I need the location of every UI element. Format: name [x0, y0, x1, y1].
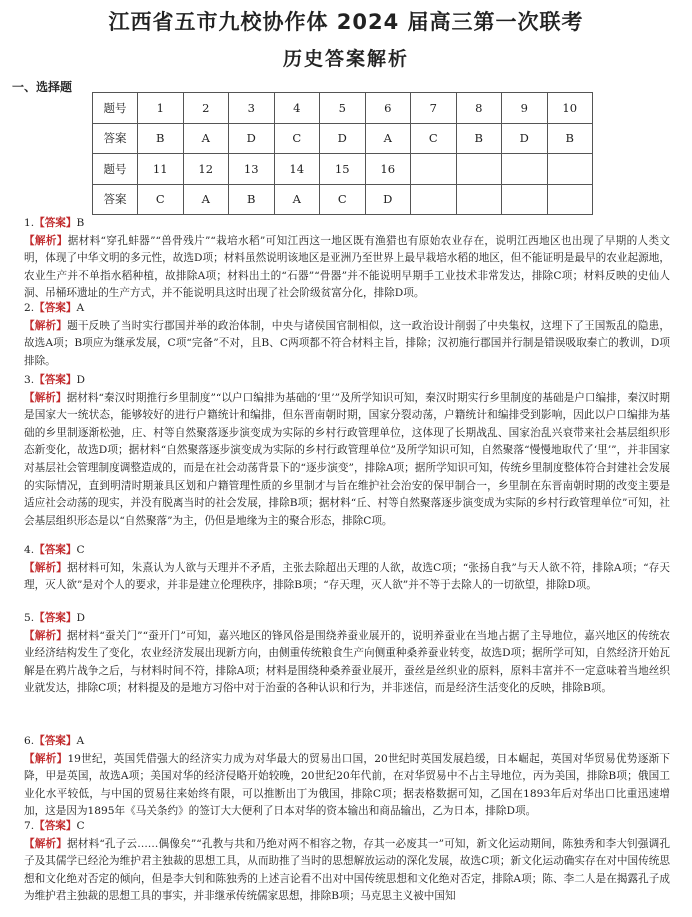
explanation-text: 题干反映了当时实行郡国并举的政治体制，中央与诸侯国官制相似，这一政治设计削弱了中央集权，这埋下了王国叛乱的隐患，故选A项；B项应为继承发展，C项“完备”不对，且B、C两项都不符合材料主旨，排除；汉初施行郡国并行制是错误吸取秦亡的教训，D项排除。 [24, 319, 670, 367]
question-number-row [93, 93, 593, 124]
question-number-cell: 10 [547, 93, 593, 124]
explanation-paragraph [24, 836, 670, 906]
explanation-text: 据材料“穿孔蚌器”“兽骨残片”“栽培水稻”可知江西这一地区既有渔猎也有原始农业存在，说明江西地区也出现了早期的人类文明，体现了中华文明的多元性，故选D项；材料虽然说明该地区是亚洲乃至世界上最早栽培水稻的地区，但不能证明是最早的农业起源地，农业生产并不单指水稻种植，故排除A项；材料出土的“石器”“骨器”并不能说明早期手工业技术非常发达，排除C项；材料反映的史仙人洞、吊桶环遗址的生产方式，并不能说明具这时出现了社会阶级贫富分化，排除D项。 [24, 234, 670, 300]
answer-cell: C [320, 184, 366, 215]
answer-value: A [76, 302, 85, 314]
explanation-paragraph [24, 751, 670, 821]
question-block [24, 818, 670, 906]
explanation-paragraph [24, 628, 670, 698]
answer-cell [547, 184, 593, 215]
answer-cell: D [229, 123, 275, 154]
answer-cell: A [274, 184, 320, 215]
question-number-cell: 7 [411, 93, 457, 124]
answer-cell: B [547, 123, 593, 154]
answer-label: 【答案】 [34, 544, 77, 556]
explanation-label: 【解析】 [24, 234, 68, 247]
question-block [24, 542, 670, 595]
answer-cell: D [365, 184, 411, 215]
answer-value: C [76, 820, 85, 832]
answer-label: 【答案】 [34, 217, 77, 229]
question-number: 6. [24, 735, 35, 747]
explanation-label: 【解析】 [24, 391, 67, 404]
explanation-text: 19世纪，英国凭借强大的经济实力成为对华最大的贸易出口国，20世纪时英国发展趋缓，日本崛起，英国对华贸易优势逐渐下降，甲是英国，故选A项；美国对华的经济侵略开始较晚，20世纪20年代前，在对华贸易中不占主导地位，丙为美国，排除B项；俄国工业化水平较低，与中国的贸易往来始终有限，可以推断出丁为俄国，排除C项；据表格数据可知，乙国在1893年后对华出口比重迅速增加，这是因为1895年《马关条约》的签订大大便利了日本对华的资本输出和商品输出，乙为日本，排除D项。 [24, 752, 671, 818]
answer-line [24, 818, 670, 836]
answer-cell [502, 184, 548, 215]
answer-value: A [76, 735, 85, 747]
answer-line [24, 300, 670, 318]
answer-value: D [76, 374, 85, 386]
answer-value: C [76, 544, 85, 556]
answer-line [24, 372, 670, 390]
answer-row [93, 184, 593, 215]
question-number-cell: 15 [320, 154, 366, 185]
question-block [24, 610, 670, 698]
answer-cell: A [183, 123, 229, 154]
question-number-cell [547, 154, 593, 185]
question-number-cell: 1 [138, 93, 184, 124]
question-number: 3. [24, 374, 35, 386]
question-number-cell: 16 [365, 154, 411, 185]
question-number-cell: 2 [183, 93, 229, 124]
answer-table [92, 92, 593, 215]
question-number: 2. [24, 302, 35, 314]
question-number: 4. [24, 544, 35, 556]
question-block [24, 215, 670, 303]
answer-line [24, 542, 670, 560]
answer-cell: C [274, 123, 320, 154]
question-number-cell: 6 [365, 93, 411, 124]
answer-cell: C [138, 184, 184, 215]
explanation-paragraph [24, 318, 670, 371]
explanation-label: 【解析】 [24, 752, 68, 765]
row-label-answer: 答案 [93, 184, 138, 215]
explanation-label: 【解析】 [24, 837, 68, 850]
row-label-question: 题号 [93, 93, 138, 124]
question-number-cell: 13 [229, 154, 275, 185]
row-label-question: 题号 [93, 154, 138, 185]
question-number-cell: 3 [229, 93, 275, 124]
question-number: 1. [24, 217, 35, 229]
explanation-label: 【解析】 [24, 319, 68, 332]
answer-label: 【答案】 [34, 735, 77, 747]
answer-line [24, 215, 670, 233]
answer-label: 【答案】 [34, 612, 77, 624]
row-label-answer: 答案 [93, 123, 138, 154]
question-number: 7. [24, 820, 35, 832]
question-number-cell [456, 154, 502, 185]
explanation-text: 据材料“孔子云……偶像矣”“孔教与共和乃绝对两不相容之物，存其一必废其一”可知，新文化运动期间，陈独秀和李大钊强调孔子及其儒学已经沦为维护君主独裁的思想工具，从而助推了当时的思想解放运动的深化发展，故选C项；新文化运动确实存在对中国传统思想和文化绝对否定的倾向，但是李大钊和陈独秀的上述言论看不出对中国传统思想和文化绝对否定，排除A项；陈、李二人是在揭露孔子成为维护君主独裁的思想工具的事实，并非继承传统儒家思想，排除B项；马克思主义被中国知 [24, 837, 670, 903]
explanation-paragraph [24, 233, 670, 303]
question-number-cell: 11 [138, 154, 184, 185]
explanation-label: 【解析】 [24, 561, 68, 574]
explanation-label: 【解析】 [24, 629, 68, 642]
answer-cell: A [365, 123, 411, 154]
answer-cell: D [502, 123, 548, 154]
question-number: 5. [24, 612, 35, 624]
question-number-cell [411, 154, 457, 185]
answer-cell [411, 184, 457, 215]
answer-label: 【答案】 [34, 302, 77, 314]
question-block [24, 372, 670, 530]
question-block [24, 300, 670, 370]
explanation-text: 据材料“秦汉时期推行乡里制度”“以户口编排为基础的‘里’”及所学知识可知，秦汉时期实行乡里制度的基础是户口编排，秦汉时期是国家大一统状态，能够较好的进行户籍统计和编排，但东晋南朝时期，国家分裂动荡，户籍统计和编排受到影响，因此以户口编排为基础的乡里制逐渐松弛，庄、村等自然聚落逐步演变成为实际的乡村行政管理单位，这体现了长期战乱、国家治乱兴衰带来社会基层组织形态新变化，故选D项；据材料“自然聚落逐步演变成为实际的乡村行政管理单位”及所学知识可知，自然聚落“慢慢地取代了‘里’”，并非国家对基层社会管理制度调整造成的，而是在社会动荡背景下的“逐步演变”，排除A项；据所学知识可知，传统乡里制度整体符合封建社会发展的实际情况，直到明清时期兼具区划和户籍管理性质的乡里制才与旨在维护社会治安的保甲制合一，乡里制在东晋南朝时期的改变主要是适应社会动荡的现实，并没有脱离当时的社会发展，排除B项；据材料“丘、村等自然聚落逐步演变成为实际的乡村行政管理单位”可知，社会基层组织形态是以“自然聚落”为主，仍但是地缘为主的聚合形态，排除C项。 [24, 391, 670, 527]
explanation-paragraph [24, 390, 670, 531]
answer-cell: B [456, 123, 502, 154]
document-title: 江西省五市九校协作体 2024 届高三第一次联考 [108, 10, 584, 34]
answer-cell: D [320, 123, 366, 154]
question-number-cell [502, 154, 548, 185]
question-number-row [93, 154, 593, 185]
question-number-cell: 5 [320, 93, 366, 124]
question-number-cell: 12 [183, 154, 229, 185]
answer-cell: B [138, 123, 184, 154]
answer-cell: B [229, 184, 275, 215]
answer-line [24, 610, 670, 628]
answer-line [24, 733, 670, 751]
question-number-cell: 9 [502, 93, 548, 124]
explanation-text: 据材料可知，朱熹认为人欲与天理并不矛盾，主张去除超出天理的人欲，故选C项；“张扬自我”与天人欲不符，排除A项；“存天理，灭人欲”是对个人的要求，并非是建立伦理秩序，排除B项；“存天理，灭人欲”并不等于去除人的一切欲望，排除D项。 [24, 561, 671, 592]
question-number-cell: 4 [274, 93, 320, 124]
question-block [24, 733, 670, 821]
answer-cell [456, 184, 502, 215]
answer-value: D [76, 612, 85, 624]
document-subtitle: 历史答案解析 [282, 48, 409, 70]
answer-label: 【答案】 [34, 374, 77, 386]
explanation-text: 据材料“蚕关门”“蚕开门”可知，嘉兴地区的锋风俗是围绕养蚕业展开的，说明养蚕业在当地占据了主导地位，嘉兴地区的传统农业经济结构发生了变化，农业经济发展出现新方向，由侧重传统粮食生产向侧重种桑养蚕业转变，故选D项；据所学可知，自然经济开始瓦解是在鸦片战争之后，与材料时间不符，排除A项；材料是围绕种桑养蚕业展开，蚕丝是丝织业的原料，原料丰富并不一定意味着当地丝织业就发达，排除C项；材料提及的是地方习俗中对于治蚕的各种认识和行为，并非迷信，而是经济生活变化的反映，排除B项。 [24, 629, 670, 695]
question-number-cell: 8 [456, 93, 502, 124]
answer-row [93, 123, 593, 154]
explanation-paragraph [24, 560, 670, 595]
answer-cell: A [183, 184, 229, 215]
question-number-cell: 14 [274, 154, 320, 185]
answer-label: 【答案】 [34, 820, 77, 832]
section-heading: 一、选择题 [12, 80, 73, 94]
answer-cell: C [411, 123, 457, 154]
answer-value: B [76, 217, 85, 229]
